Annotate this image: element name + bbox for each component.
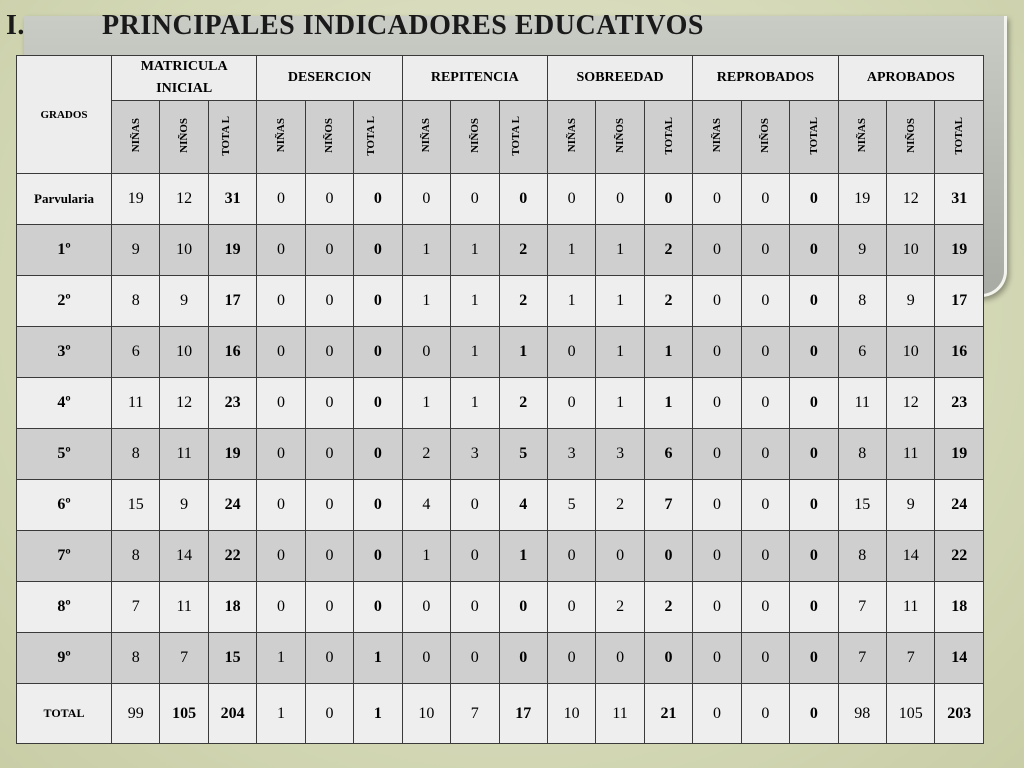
- table-row: [17, 174, 984, 225]
- indicators-table: [16, 55, 984, 744]
- value-cell: 14: [160, 531, 208, 582]
- value-cell: 4: [402, 480, 450, 531]
- value-cell: 0: [305, 480, 353, 531]
- total-value-cell: 0: [354, 378, 402, 429]
- value-cell: 0: [547, 174, 595, 225]
- value-cell: 0: [402, 582, 450, 633]
- value-cell: 0: [596, 633, 644, 684]
- group-header-reprobados: REPROBADOS: [693, 56, 838, 101]
- group-header-desercion: DESERCION: [257, 56, 402, 101]
- value-cell: 0: [305, 378, 353, 429]
- total-value-cell: 0: [790, 225, 838, 276]
- total-value-cell: 24: [935, 480, 984, 531]
- sub-header-cell: [257, 101, 305, 174]
- value-cell: 0: [257, 225, 305, 276]
- total-value-cell: 0: [790, 429, 838, 480]
- sub-header-cell: [693, 101, 741, 174]
- value-cell: 0: [402, 174, 450, 225]
- value-cell: 99: [112, 684, 160, 744]
- sub-header-cell: [547, 101, 595, 174]
- total-value-cell: 17: [208, 276, 256, 327]
- value-cell: 8: [112, 531, 160, 582]
- sub-header-cell: [838, 101, 886, 174]
- value-cell: 9: [887, 480, 935, 531]
- total-value-cell: 14: [935, 633, 984, 684]
- value-cell: 1: [402, 225, 450, 276]
- total-value-cell: 18: [208, 582, 256, 633]
- total-value-cell: 16: [208, 327, 256, 378]
- value-cell: 0: [741, 633, 789, 684]
- value-cell: 0: [693, 225, 741, 276]
- sub-header-cell: [354, 101, 402, 174]
- table-row: [17, 429, 984, 480]
- value-cell: 12: [887, 378, 935, 429]
- grade-cell: 1º: [17, 225, 112, 276]
- value-cell: 0: [596, 174, 644, 225]
- total-value-cell: 0: [354, 174, 402, 225]
- value-cell: 8: [838, 531, 886, 582]
- value-cell: 0: [741, 225, 789, 276]
- sub-header-cell: [596, 101, 644, 174]
- total-value-cell: 0: [790, 174, 838, 225]
- value-cell: 0: [257, 480, 305, 531]
- value-cell: 11: [838, 378, 886, 429]
- value-cell: 2: [402, 429, 450, 480]
- sub-header-label: NIÑAS: [275, 118, 288, 153]
- value-cell: 1: [596, 378, 644, 429]
- total-value-cell: 22: [208, 531, 256, 582]
- value-cell: 0: [693, 378, 741, 429]
- total-value-cell: 19: [208, 225, 256, 276]
- value-cell: 0: [257, 429, 305, 480]
- value-cell: 0: [596, 531, 644, 582]
- value-cell: 98: [838, 684, 886, 744]
- sub-header-label: NIÑAS: [856, 118, 869, 153]
- value-cell: 0: [305, 327, 353, 378]
- value-cell: 5: [547, 480, 595, 531]
- total-value-cell: 1: [499, 531, 547, 582]
- grade-cell: 5º: [17, 429, 112, 480]
- sub-header-label: NIÑOS: [614, 118, 627, 153]
- value-cell: 0: [693, 582, 741, 633]
- total-value-cell: 5: [499, 429, 547, 480]
- grados-header: GRADOS: [17, 56, 112, 174]
- total-value-cell: 0: [354, 276, 402, 327]
- total-value-cell: 2: [644, 225, 692, 276]
- sub-header-label: NIÑOS: [468, 118, 481, 153]
- sub-header-cell: [790, 101, 838, 174]
- total-value-cell: 2: [644, 582, 692, 633]
- grade-cell: 4º: [17, 378, 112, 429]
- value-cell: 0: [693, 684, 741, 744]
- group-header-matricula: MATRICULA INICIAL: [112, 56, 257, 101]
- sub-header-label: TOTA L: [510, 115, 523, 156]
- value-cell: 0: [741, 174, 789, 225]
- sub-header-label: NIÑOS: [904, 118, 917, 153]
- value-cell: 12: [160, 174, 208, 225]
- value-cell: 0: [402, 327, 450, 378]
- value-cell: 2: [596, 582, 644, 633]
- value-cell: 9: [160, 480, 208, 531]
- total-value-cell: 0: [790, 327, 838, 378]
- group-header-row: [17, 56, 984, 101]
- table-row: [17, 531, 984, 582]
- sub-header-cell: [644, 101, 692, 174]
- value-cell: 105: [887, 684, 935, 744]
- value-cell: 9: [838, 225, 886, 276]
- value-cell: 12: [887, 174, 935, 225]
- value-cell: 0: [693, 633, 741, 684]
- value-cell: 1: [596, 225, 644, 276]
- section-number: I.: [6, 10, 25, 41]
- sub-header-label: NIÑOS: [759, 118, 772, 153]
- title-text: PRINCIPALES INDICADORES EDUCATIVOS: [102, 10, 704, 41]
- value-cell: 2: [596, 480, 644, 531]
- value-cell: 1: [451, 225, 499, 276]
- sub-header-label: NIÑAS: [710, 118, 723, 153]
- value-cell: 0: [257, 327, 305, 378]
- table-body: [17, 174, 984, 744]
- table-row: [17, 225, 984, 276]
- value-cell: 0: [305, 531, 353, 582]
- value-cell: 0: [305, 276, 353, 327]
- value-cell: 8: [112, 429, 160, 480]
- value-cell: 0: [305, 225, 353, 276]
- value-cell: 0: [305, 582, 353, 633]
- value-cell: 0: [257, 531, 305, 582]
- value-cell: 1: [451, 378, 499, 429]
- value-cell: 11: [596, 684, 644, 744]
- total-value-cell: 0: [790, 684, 838, 744]
- total-value-cell: 0: [790, 633, 838, 684]
- value-cell: 1: [547, 276, 595, 327]
- sub-header-cell: [305, 101, 353, 174]
- total-value-cell: 204: [208, 684, 256, 744]
- value-cell: 1: [596, 327, 644, 378]
- total-value-cell: 0: [644, 633, 692, 684]
- value-cell: 1: [451, 327, 499, 378]
- total-value-cell: 23: [935, 378, 984, 429]
- value-cell: 1: [257, 633, 305, 684]
- group-header-aprobados: APROBADOS: [838, 56, 983, 101]
- sub-header-row: [17, 101, 984, 174]
- value-cell: 1: [596, 276, 644, 327]
- value-cell: 7: [160, 633, 208, 684]
- total-value-cell: 19: [935, 429, 984, 480]
- value-cell: 0: [547, 633, 595, 684]
- value-cell: 19: [112, 174, 160, 225]
- value-cell: 7: [887, 633, 935, 684]
- value-cell: 7: [112, 582, 160, 633]
- value-cell: 0: [257, 174, 305, 225]
- value-cell: 0: [741, 582, 789, 633]
- value-cell: 0: [741, 531, 789, 582]
- value-cell: 0: [741, 684, 789, 744]
- value-cell: 9: [160, 276, 208, 327]
- value-cell: 9: [112, 225, 160, 276]
- value-cell: 1: [257, 684, 305, 744]
- value-cell: 0: [741, 429, 789, 480]
- value-cell: 0: [693, 429, 741, 480]
- group-header-sobreedad: SOBREEDAD: [547, 56, 692, 101]
- total-value-cell: 24: [208, 480, 256, 531]
- grade-cell: TOTAL: [17, 684, 112, 744]
- value-cell: 0: [547, 582, 595, 633]
- sub-header-cell: [112, 101, 160, 174]
- sub-header-label: NIÑAS: [565, 118, 578, 153]
- total-value-cell: 23: [208, 378, 256, 429]
- value-cell: 0: [693, 480, 741, 531]
- grade-cell: 7º: [17, 531, 112, 582]
- grade-cell: Parvularia: [17, 174, 112, 225]
- value-cell: 6: [838, 327, 886, 378]
- grade-cell: 2º: [17, 276, 112, 327]
- total-value-cell: 1: [644, 327, 692, 378]
- total-value-cell: 0: [499, 633, 547, 684]
- value-cell: 1: [451, 276, 499, 327]
- value-cell: 11: [887, 582, 935, 633]
- value-cell: 1: [402, 276, 450, 327]
- total-value-cell: 1: [354, 633, 402, 684]
- table-row: [17, 582, 984, 633]
- table-row: [17, 480, 984, 531]
- total-value-cell: 19: [935, 225, 984, 276]
- total-value-cell: 18: [935, 582, 984, 633]
- total-value-cell: 1: [354, 684, 402, 744]
- total-value-cell: 0: [644, 531, 692, 582]
- total-value-cell: 0: [354, 429, 402, 480]
- value-cell: 8: [838, 429, 886, 480]
- total-value-cell: 2: [499, 378, 547, 429]
- value-cell: 7: [838, 633, 886, 684]
- total-value-cell: 0: [790, 378, 838, 429]
- total-value-cell: 4: [499, 480, 547, 531]
- sub-header-cell: [887, 101, 935, 174]
- value-cell: 0: [305, 429, 353, 480]
- total-value-cell: 0: [499, 582, 547, 633]
- total-value-cell: 19: [208, 429, 256, 480]
- value-cell: 0: [257, 582, 305, 633]
- sub-header-label: TOTA L: [219, 115, 232, 156]
- total-value-cell: 203: [935, 684, 984, 744]
- value-cell: 10: [887, 327, 935, 378]
- sub-header-label: NIÑAS: [420, 118, 433, 153]
- value-cell: 0: [451, 174, 499, 225]
- value-cell: 0: [451, 531, 499, 582]
- grade-cell: 8º: [17, 582, 112, 633]
- value-cell: 0: [741, 276, 789, 327]
- value-cell: 11: [160, 582, 208, 633]
- total-value-cell: 1: [644, 378, 692, 429]
- table-row: [17, 276, 984, 327]
- sub-header-label: NIÑOS: [323, 118, 336, 153]
- value-cell: 8: [112, 276, 160, 327]
- value-cell: 0: [257, 276, 305, 327]
- value-cell: 0: [547, 327, 595, 378]
- value-cell: 14: [887, 531, 935, 582]
- group-header-repitencia: REPITENCIA: [402, 56, 547, 101]
- sub-header-cell: [160, 101, 208, 174]
- sub-header-cell: [208, 101, 256, 174]
- value-cell: 3: [451, 429, 499, 480]
- value-cell: 0: [305, 633, 353, 684]
- total-value-cell: 2: [499, 276, 547, 327]
- value-cell: 0: [693, 327, 741, 378]
- total-value-cell: 2: [644, 276, 692, 327]
- value-cell: 9: [887, 276, 935, 327]
- value-cell: 0: [402, 633, 450, 684]
- value-cell: 105: [160, 684, 208, 744]
- sub-header-label: TOTAL: [953, 116, 966, 155]
- total-row: [17, 684, 984, 744]
- total-value-cell: 6: [644, 429, 692, 480]
- total-value-cell: 17: [499, 684, 547, 744]
- value-cell: 10: [887, 225, 935, 276]
- value-cell: 10: [160, 327, 208, 378]
- total-value-cell: 7: [644, 480, 692, 531]
- sub-header-cell: [499, 101, 547, 174]
- total-value-cell: 0: [644, 174, 692, 225]
- grade-cell: 6º: [17, 480, 112, 531]
- total-value-cell: 31: [208, 174, 256, 225]
- total-value-cell: 0: [354, 225, 402, 276]
- value-cell: 0: [693, 531, 741, 582]
- total-value-cell: 0: [354, 327, 402, 378]
- value-cell: 15: [838, 480, 886, 531]
- sub-header-label: TOTA L: [364, 115, 377, 156]
- value-cell: 11: [887, 429, 935, 480]
- value-cell: 0: [451, 480, 499, 531]
- page-title: [6, 10, 704, 42]
- sub-header-cell: [935, 101, 984, 174]
- sub-header-label: NIÑAS: [129, 118, 142, 153]
- value-cell: 0: [451, 633, 499, 684]
- value-cell: 12: [160, 378, 208, 429]
- value-cell: 7: [451, 684, 499, 744]
- sub-header-cell: [402, 101, 450, 174]
- total-value-cell: 0: [354, 480, 402, 531]
- value-cell: 3: [596, 429, 644, 480]
- value-cell: 10: [547, 684, 595, 744]
- value-cell: 0: [547, 531, 595, 582]
- value-cell: 0: [741, 327, 789, 378]
- sub-header-label: TOTAL: [662, 116, 675, 155]
- value-cell: 6: [112, 327, 160, 378]
- value-cell: 11: [112, 378, 160, 429]
- table-row: [17, 633, 984, 684]
- grade-cell: 9º: [17, 633, 112, 684]
- total-value-cell: 1: [499, 327, 547, 378]
- total-value-cell: 21: [644, 684, 692, 744]
- total-value-cell: 2: [499, 225, 547, 276]
- value-cell: 10: [160, 225, 208, 276]
- total-value-cell: 22: [935, 531, 984, 582]
- total-value-cell: 31: [935, 174, 984, 225]
- total-value-cell: 17: [935, 276, 984, 327]
- sub-header-label: TOTAL: [807, 116, 820, 155]
- value-cell: 0: [741, 378, 789, 429]
- total-value-cell: 0: [354, 582, 402, 633]
- total-value-cell: 0: [790, 276, 838, 327]
- sub-header-cell: [741, 101, 789, 174]
- value-cell: 3: [547, 429, 595, 480]
- value-cell: 1: [402, 531, 450, 582]
- value-cell: 0: [741, 480, 789, 531]
- total-value-cell: 0: [354, 531, 402, 582]
- value-cell: 0: [451, 582, 499, 633]
- table-row: [17, 327, 984, 378]
- sub-header-cell: [451, 101, 499, 174]
- value-cell: 0: [693, 276, 741, 327]
- value-cell: 0: [257, 378, 305, 429]
- total-value-cell: 0: [790, 531, 838, 582]
- value-cell: 11: [160, 429, 208, 480]
- total-value-cell: 15: [208, 633, 256, 684]
- total-value-cell: 0: [790, 582, 838, 633]
- value-cell: 0: [547, 378, 595, 429]
- value-cell: 10: [402, 684, 450, 744]
- total-value-cell: 16: [935, 327, 984, 378]
- table-row: [17, 378, 984, 429]
- total-value-cell: 0: [499, 174, 547, 225]
- value-cell: 0: [305, 174, 353, 225]
- value-cell: 1: [402, 378, 450, 429]
- value-cell: 15: [112, 480, 160, 531]
- value-cell: 0: [305, 684, 353, 744]
- total-value-cell: 0: [790, 480, 838, 531]
- value-cell: 1: [547, 225, 595, 276]
- sub-header-label: NIÑOS: [178, 118, 191, 153]
- value-cell: 7: [838, 582, 886, 633]
- value-cell: 0: [693, 174, 741, 225]
- value-cell: 8: [112, 633, 160, 684]
- grade-cell: 3º: [17, 327, 112, 378]
- value-cell: 8: [838, 276, 886, 327]
- value-cell: 19: [838, 174, 886, 225]
